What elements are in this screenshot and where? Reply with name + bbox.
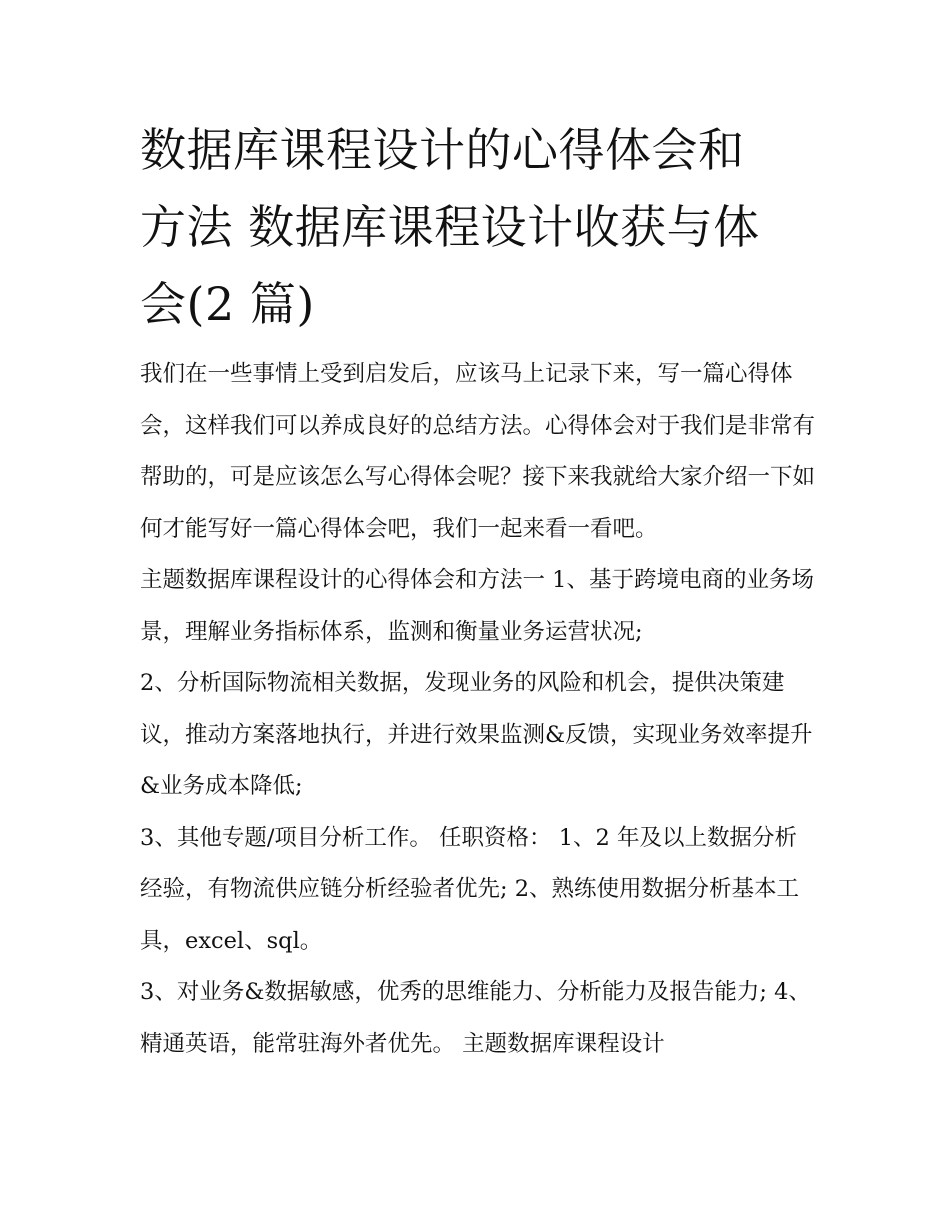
- document-title: [140, 112, 816, 343]
- body-paragraph: 3、对业务&数据敏感，优秀的思维能力、分析能力及报告能力; 4、精通英语，能常驻海外者优先。 主题数据库课程设计: [140, 979, 811, 1057]
- document-page: [140, 112, 816, 1070]
- body-paragraph: 主题数据库课程设计的心得体会和方法一 1、基于跨境电商的业务场景，理解业务指标体系，监测和衡量业务运营状况;: [140, 567, 814, 645]
- intro-paragraph: 我们在一些事情上受到启发后，应该马上记录下来，写一篇心得体会，这样我们可以养成良好的总结方法。心得体会对于我们是非常有帮助的，可是应该怎么写心得体会呢？接下来我就给大家介绍一下如何才能写好一篇心得体会吧，我们一起来看一看吧。: [140, 361, 816, 542]
- title-line: 方法 数据库课程设计收获与体: [140, 200, 760, 254]
- body-paragraph: 3、其他专题/项目分析工作。 任职资格： 1、2 年及以上数据分析经验，有物流供应链分析经验者优先; 2、熟练使用数据分析基本工具，excel、sql。: [140, 824, 800, 954]
- body-paragraph: 2、分析国际物流相关数据，发现业务的风险和机会，提供决策建议，推动方案落地执行，并进行效果监测&反馈，实现业务效率提升&业务成本降低;: [140, 670, 813, 799]
- title-line: 会(2 篇): [140, 277, 315, 331]
- title-line: 数据库课程设计的心得体会和: [140, 123, 745, 177]
